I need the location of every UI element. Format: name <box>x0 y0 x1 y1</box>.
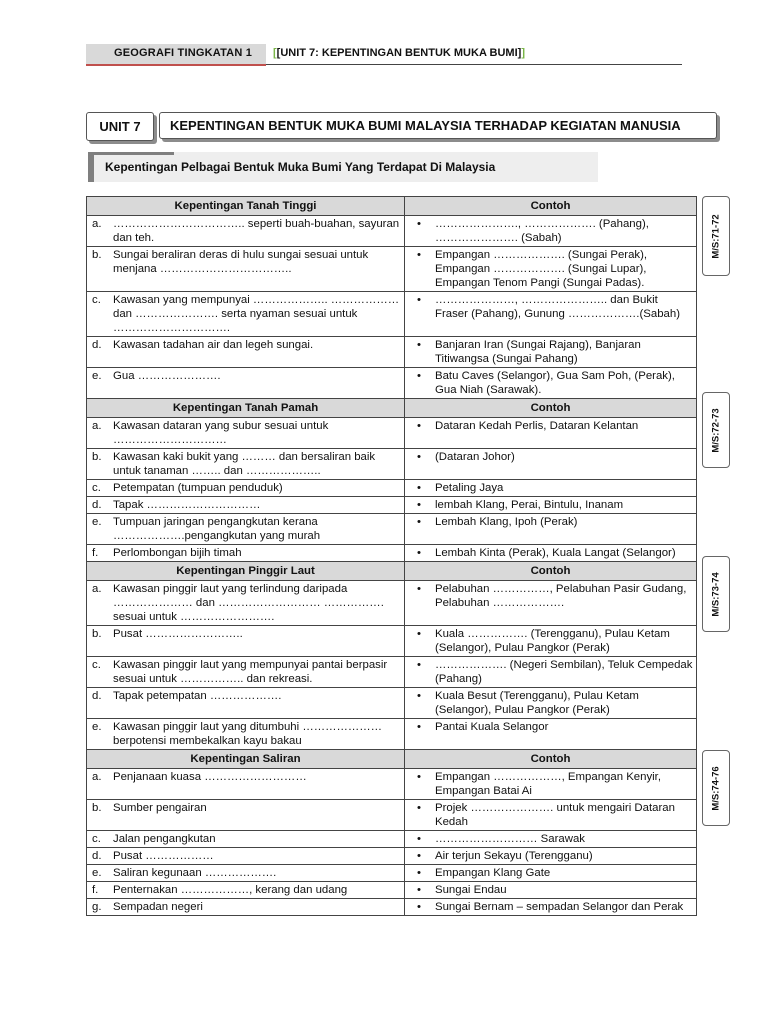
row-description: Kawasan pinggir laut yang ditumbuhi ………………… berpotensi membekalkan kayu bakau <box>113 719 405 750</box>
section-header-row <box>87 750 697 769</box>
row-description: Kawasan yang mempunyai ……………….. ……………… dan …………………. serta nyaman sesuai untuk …………………………. <box>113 292 405 337</box>
row-example: Batu Caves (Selangor), Gua Sam Poh, (Perak), Gua Niah (Sarawak). <box>433 368 697 399</box>
table-row <box>87 581 697 626</box>
example-header: Contoh <box>405 562 697 581</box>
bullet: • <box>405 719 434 750</box>
bullet: • <box>405 216 434 247</box>
page-ref-tab-4 <box>702 750 730 826</box>
table-row <box>87 514 697 545</box>
header-subject: GEOGRAFI TINGKATAN 1 <box>114 47 253 59</box>
row-description: Sempadan negeri <box>113 899 405 916</box>
row-key: f. <box>87 882 114 899</box>
page-ref-3: M/S:73-74 <box>710 571 722 617</box>
row-key: d. <box>87 848 114 865</box>
row-description: Sumber pengairan <box>113 800 405 831</box>
bullet: • <box>405 848 434 865</box>
page-ref-4: M/S:74-76 <box>710 765 722 811</box>
row-description: Perlombongan bijih timah <box>113 545 405 562</box>
page-ref-tab-3 <box>702 556 730 632</box>
row-description: Kawasan dataran yang subur sesuai untuk ………………………… <box>113 418 405 449</box>
table-row <box>87 719 697 750</box>
row-description: Saliran kegunaan ………………. <box>113 865 405 882</box>
row-key: d. <box>87 337 114 368</box>
bullet: • <box>405 865 434 882</box>
row-description: Tumpuan jaringan pengangkutan kerana ……………….pengangkutan yang murah <box>113 514 405 545</box>
bullet: • <box>405 292 434 337</box>
section-title: Kepentingan Saliran <box>87 750 405 769</box>
bullet: • <box>405 581 434 626</box>
table-row <box>87 337 697 368</box>
bullet: • <box>405 800 434 831</box>
bullet: • <box>405 480 434 497</box>
bullet: • <box>405 882 434 899</box>
header-unit-text: [UNIT 7: KEPENTINGAN BENTUK MUKA BUMI] <box>276 47 522 59</box>
page-header <box>86 44 682 66</box>
row-example: …………………, ………………….. dan Bukit Fraser (Pahang), Gunung ……………….(Sabah) <box>433 292 697 337</box>
table-row <box>87 545 697 562</box>
table-row <box>87 449 697 480</box>
subheading-accent-top <box>88 152 174 155</box>
row-key: f. <box>87 545 114 562</box>
unit-title-box: KEPENTINGAN BENTUK MUKA BUMI MALAYSIA TERHADAP KEGIATAN MANUSIA <box>159 112 717 139</box>
row-example: Kuala Besut (Terengganu), Pulau Ketam (Selangor), Pulau Pangkor (Perak) <box>433 688 697 719</box>
row-key: b. <box>87 449 114 480</box>
row-description: Petempatan (tumpuan penduduk) <box>113 480 405 497</box>
table-row <box>87 769 697 800</box>
bullet: • <box>405 497 434 514</box>
table-row <box>87 292 697 337</box>
row-key: e. <box>87 514 114 545</box>
row-key: e. <box>87 368 114 399</box>
table-row <box>87 882 697 899</box>
row-example: Empangan ………………. (Sungai Perak), Empangan ………………. (Sungai Lupar), Empangan Tenom Pangi (Sungai Padas). <box>433 247 697 292</box>
row-example: …………………., ………………. (Pahang), …………………. (Sabah) <box>433 216 697 247</box>
section-title: Kepentingan Tanah Tinggi <box>87 197 405 216</box>
row-example: Petaling Jaya <box>433 480 697 497</box>
row-key: c. <box>87 480 114 497</box>
row-example: Dataran Kedah Perlis, Dataran Kelantan <box>433 418 697 449</box>
row-description: Gua …………………. <box>113 368 405 399</box>
page-ref-2: M/S:72-73 <box>710 407 722 453</box>
row-description: Pusat …………………….. <box>113 626 405 657</box>
row-example: lembah Klang, Perai, Bintulu, Inanam <box>433 497 697 514</box>
section-header-row <box>87 562 697 581</box>
bullet: • <box>405 247 434 292</box>
row-example: Lembah Kinta (Perak), Kuala Langat (Selangor) <box>433 545 697 562</box>
row-example: Banjaran Iran (Sungai Rajang), Banjaran Titiwangsa (Sungai Pahang) <box>433 337 697 368</box>
unit-label-box: UNIT 7 <box>86 112 154 141</box>
row-example: (Dataran Johor) <box>433 449 697 480</box>
row-key: g. <box>87 899 114 916</box>
subheading-box <box>88 152 598 182</box>
bullet: • <box>405 831 434 848</box>
bullet: • <box>405 418 434 449</box>
row-key: b. <box>87 626 114 657</box>
section-title: Kepentingan Tanah Pamah <box>87 399 405 418</box>
header-accent-rule <box>86 64 266 66</box>
row-example: Empangan Klang Gate <box>433 865 697 882</box>
row-key: c. <box>87 831 114 848</box>
example-header: Contoh <box>405 750 697 769</box>
row-description: …………………………….. seperti buah-buahan, sayuran dan teh. <box>113 216 405 247</box>
row-description: Tapak ………………………… <box>113 497 405 514</box>
section-header-row <box>87 399 697 418</box>
subheading-text: Kepentingan Pelbagai Bentuk Muka Bumi Yang Terdapat Di Malaysia <box>105 160 496 174</box>
row-key: d. <box>87 688 114 719</box>
bullet: • <box>405 514 434 545</box>
bullet: • <box>405 899 434 916</box>
row-key: a. <box>87 418 114 449</box>
row-key: a. <box>87 769 114 800</box>
row-description: Kawasan tadahan air dan legeh sungai. <box>113 337 405 368</box>
table-row <box>87 247 697 292</box>
section-title: Kepentingan Pinggir Laut <box>87 562 405 581</box>
table-row <box>87 831 697 848</box>
row-example: ……………………… Sarawak <box>433 831 697 848</box>
row-example: ………………. (Negeri Sembilan), Teluk Cempedak (Pahang) <box>433 657 697 688</box>
bullet: • <box>405 449 434 480</box>
bullet: • <box>405 337 434 368</box>
landform-table <box>86 196 697 916</box>
bullet: • <box>405 688 434 719</box>
row-example: Empangan ………………, Empangan Kenyir, Empangan Batai Ai <box>433 769 697 800</box>
row-key: c. <box>87 292 114 337</box>
row-example: Air terjun Sekayu (Terengganu) <box>433 848 697 865</box>
header-unit <box>273 47 525 59</box>
page-ref-tab-2 <box>702 392 730 468</box>
table-row <box>87 899 697 916</box>
row-key: a. <box>87 216 114 247</box>
bullet: • <box>405 657 434 688</box>
row-description: Penternakan ………………, kerang dan udang <box>113 882 405 899</box>
row-example: Sungai Bernam – sempadan Selangor dan Perak <box>433 899 697 916</box>
row-key: e. <box>87 865 114 882</box>
bullet: • <box>405 545 434 562</box>
header-bracket-close: ] <box>521 47 525 59</box>
row-description: Kawasan pinggir laut yang mempunyai pantai berpasir sesuai untuk …………….. dan rekreasi. <box>113 657 405 688</box>
row-description: Kawasan kaki bukit yang ……… dan bersaliran baik untuk tanaman …….. dan ……………….. <box>113 449 405 480</box>
bullet: • <box>405 769 434 800</box>
row-key: e. <box>87 719 114 750</box>
table-row <box>87 368 697 399</box>
table-row <box>87 688 697 719</box>
example-header: Contoh <box>405 197 697 216</box>
header-bracket-open: [ <box>273 47 277 59</box>
row-description: Pusat ……………… <box>113 848 405 865</box>
page-ref-1: M/S:71-72 <box>710 213 722 259</box>
table-row <box>87 848 697 865</box>
row-example: Pelabuhan ……………, Pelabuhan Pasir Gudang, Pelabuhan ………………. <box>433 581 697 626</box>
row-example: Lembah Klang, Ipoh (Perak) <box>433 514 697 545</box>
table-row <box>87 800 697 831</box>
table-row <box>87 497 697 514</box>
row-description: Tapak petempatan ………………. <box>113 688 405 719</box>
row-example: Projek …………………. untuk mengairi Dataran Kedah <box>433 800 697 831</box>
section-header-row <box>87 197 697 216</box>
row-key: c. <box>87 657 114 688</box>
row-example: Kuala ……………. (Terengganu), Pulau Ketam (Selangor), Pulau Pangkor (Perak) <box>433 626 697 657</box>
table-row <box>87 480 697 497</box>
table-row <box>87 418 697 449</box>
row-description: Kawasan pinggir laut yang terlindung daripada ………………… dan ……………………… ……………. sesuai untuk ……………………. <box>113 581 405 626</box>
row-key: b. <box>87 800 114 831</box>
row-description: Sungai beraliran deras di hulu sungai sesuai untuk menjana …………………………….. <box>113 247 405 292</box>
row-example: Sungai Endau <box>433 882 697 899</box>
row-key: a. <box>87 581 114 626</box>
example-header: Contoh <box>405 399 697 418</box>
table-row <box>87 626 697 657</box>
table-row <box>87 657 697 688</box>
subheading-accent-left <box>88 152 94 182</box>
row-example: Pantai Kuala Selangor <box>433 719 697 750</box>
page-ref-tab-1 <box>702 196 730 276</box>
row-description: Penjanaan kuasa ……………………… <box>113 769 405 800</box>
row-key: b. <box>87 247 114 292</box>
row-key: d. <box>87 497 114 514</box>
row-description: Jalan pengangkutan <box>113 831 405 848</box>
bullet: • <box>405 368 434 399</box>
table-row <box>87 216 697 247</box>
table-row <box>87 865 697 882</box>
bullet: • <box>405 626 434 657</box>
